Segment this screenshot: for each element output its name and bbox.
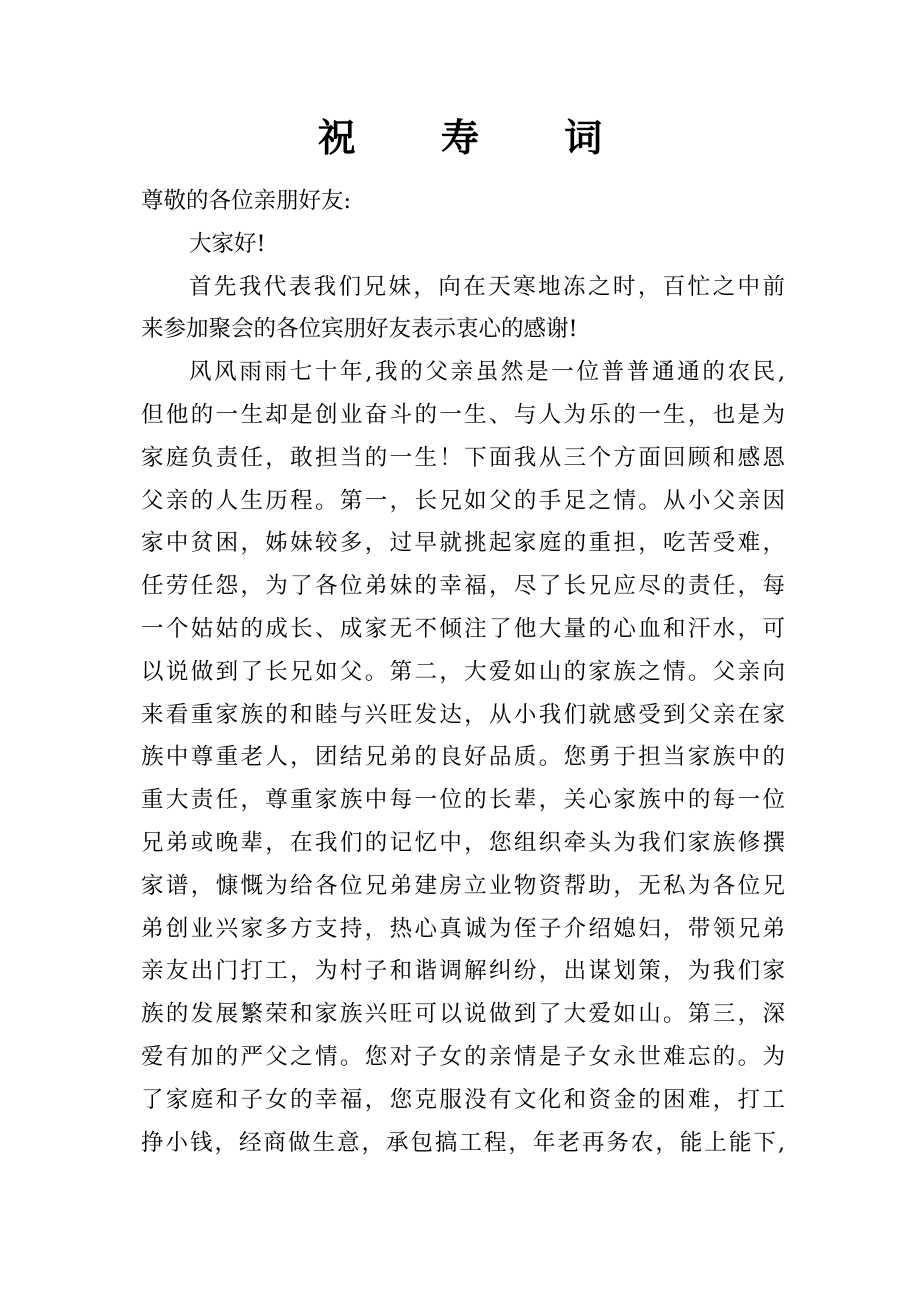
salutation-line: 尊敬的各位亲朋好友: — [141, 188, 352, 214]
text-line: 但他的一生却是创业奋斗的一生、与人为乐的一生，也是为 — [141, 401, 785, 428]
text-line: 族的发展繁荣和家族兴旺可以说做到了大爱如山。第三，深 — [141, 1001, 785, 1028]
text-line: 来看重家族的和睦与兴旺发达，从小我们就感受到父亲在家 — [141, 701, 785, 728]
text-line: 爱有加的严父之情。您对子女的亲情是子女永世难忘的。为 — [141, 1043, 785, 1070]
document-body — [141, 180, 785, 1164]
text-line: 兄弟或晚辈，在我们的记忆中，您组织牵头为我们家族修撰 — [141, 829, 785, 856]
text-line: 家中贫困，姊妹较多，过早就挑起家庭的重担，吃苦受难， — [141, 530, 785, 557]
text-line: 任劳任怨，为了各位弟妹的幸福，尽了长兄应尽的责任，每 — [141, 573, 785, 600]
text-line: 家庭负责任，敢担当的一生！下面我从三个方面回顾和感恩 — [141, 444, 785, 471]
text-line: 重大责任，尊重家族中每一位的长辈，关心家族中的每一位 — [141, 787, 785, 814]
text-line: 弟创业兴家多方支持，热心真诚为侄子介绍媳妇，带领兄弟 — [141, 915, 785, 942]
text-line: 挣小钱，经商做生意，承包搞工程，年老再务农，能上能下, — [141, 1129, 785, 1156]
text-line: 父亲的人生历程。第一，长兄如父的手足之情。从小父亲因 — [141, 487, 785, 514]
text-line: 来参加聚会的各位宾朋好友表示衷心的感谢! — [141, 316, 578, 343]
text-line: 了家庭和子女的幸福，您克服没有文化和资金的困难，打工 — [141, 1086, 785, 1113]
text-line: 亲友出门打工，为村子和谐调解纠纷，出谋划策，为我们家 — [141, 958, 785, 985]
text-line: 风风雨雨七十年,我的父亲虽然是一位普普通通的农民, — [189, 359, 785, 386]
text-line: 以说做到了长兄如父。第二，大爱如山的家族之情。父亲向 — [141, 658, 785, 685]
text-line: 一个姑姑的成长、成家无不倾注了他大量的心血和汗水，可 — [141, 615, 785, 642]
greeting-line: 大家好! — [189, 230, 266, 257]
text-line: 家谱，慷慨为给各位兄弟建房立业物资帮助，无私为各位兄 — [141, 872, 785, 899]
text-line: 族中尊重老人，团结兄弟的良好品质。您勇于担当家族中的 — [141, 744, 785, 771]
text-line: 首先我代表我们兄妹，向在天寒地冻之时，百忙之中前 — [189, 273, 785, 300]
document-title: 祝 寿 词 — [317, 115, 639, 160]
